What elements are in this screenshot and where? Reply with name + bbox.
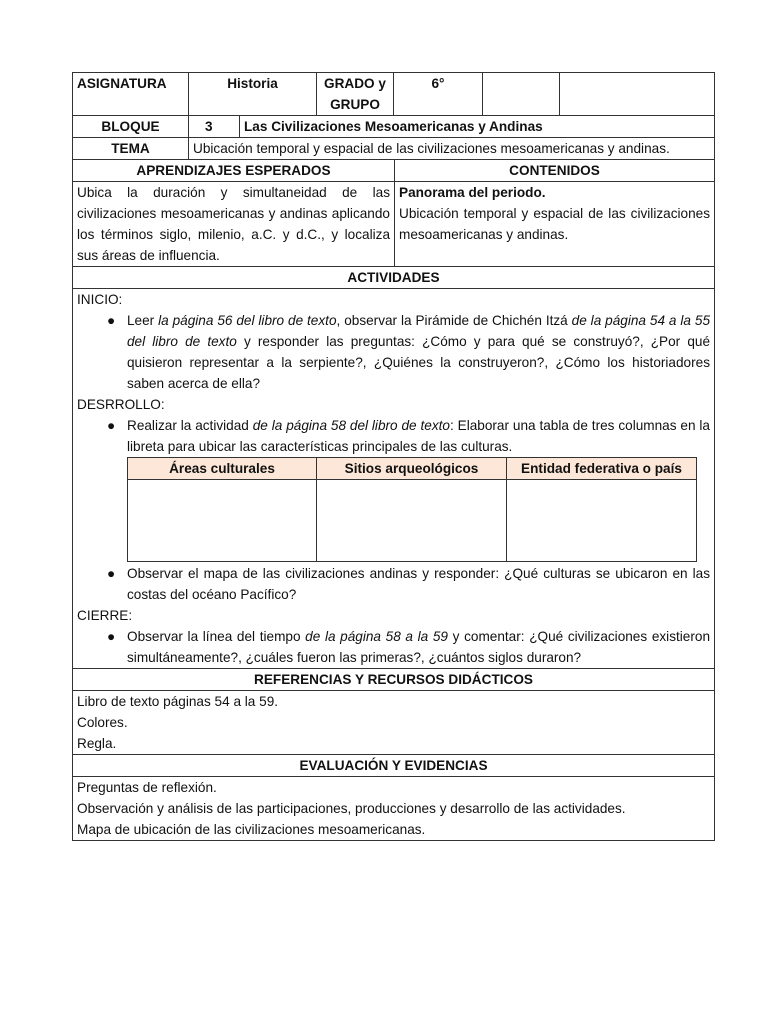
- referencias-line-1: Libro de texto páginas 54 a la 59.: [77, 694, 279, 709]
- bullet-icon: ●: [107, 629, 116, 644]
- tema-label: TEMA: [73, 138, 189, 160]
- inicio-label: INICIO:: [77, 292, 123, 307]
- actividades-body: [73, 289, 715, 669]
- desarrollo-label: DESRROLLO:: [77, 397, 165, 412]
- inicio-italic-1: la página 56 del libro de texto: [158, 313, 337, 328]
- cultures-cell-entidad: [507, 480, 697, 562]
- contenidos-cell: [395, 182, 715, 267]
- referencias-body: [73, 691, 715, 755]
- bullet-icon: ●: [107, 418, 116, 433]
- cultures-header-entidad: Entidad federativa o país: [507, 458, 697, 480]
- cultures-cell-areas: [128, 480, 317, 562]
- cierre-text-2: y comentar: ¿Qué civilizaciones existieron simultáneamente?, ¿cuáles fueron las primeras?, ¿cuántos siglos duraron?: [127, 629, 710, 665]
- contenidos-text: Ubicación temporal y espacial de las civilizaciones mesoamericanas y andinas.: [399, 206, 710, 242]
- bloque-label: BLOQUE: [73, 116, 189, 138]
- grado-empty-cell-2: [560, 73, 715, 116]
- evaluacion-line-1: Preguntas de reflexión.: [77, 780, 217, 795]
- bloque-title: Las Civilizaciones Mesoamericanas y Andinas: [240, 116, 715, 138]
- evaluacion-line-3: Mapa de ubicación de las civilizaciones mesoamericanas.: [77, 822, 426, 837]
- inicio-text-1: Leer: [127, 313, 159, 328]
- asignatura-label: ASIGNATURA: [73, 73, 189, 116]
- cierre-text-1: Observar la línea del tiempo: [127, 629, 306, 644]
- asignatura-value: Historia: [189, 73, 317, 116]
- inicio-item: [77, 310, 710, 394]
- cultures-table: [127, 457, 697, 562]
- referencias-line-2: Colores.: [77, 715, 128, 730]
- referencias-heading: REFERENCIAS Y RECURSOS DIDÁCTICOS: [73, 669, 715, 691]
- evaluacion-heading: EVALUACIÓN Y EVIDENCIAS: [73, 755, 715, 777]
- grado-value: 6°: [394, 73, 483, 116]
- aprendizajes-heading: APRENDIZAJES ESPERADOS: [73, 160, 395, 182]
- mapa-item: [77, 563, 710, 605]
- grado-empty-cell-1: [483, 73, 560, 116]
- header-table: [72, 72, 715, 160]
- grado-label: GRADO y GRUPO: [317, 73, 394, 116]
- cultures-header-sitios: Sitios arqueológicos: [317, 458, 507, 480]
- desarrollo-italic-1: de la página 58 del libro de texto: [252, 418, 450, 433]
- inicio-italic-2: de la página 54 a la 55 del libro de texto: [127, 313, 710, 349]
- referencias-line-3: Regla.: [77, 736, 117, 751]
- actividades-heading: ACTIVIDADES: [73, 267, 715, 289]
- cultures-cell-sitios: [317, 480, 507, 562]
- inicio-text-3: y responder las preguntas: ¿Cómo y para qué se construyó?, ¿Por qué quisieron representar a la serpiente?, ¿Quiénes la construyeron?, ¿Cómo los historiadores saben acerca de ella?: [127, 334, 710, 391]
- cierre-label: CIERRE:: [77, 608, 133, 623]
- cultures-header-areas: Áreas culturales: [128, 458, 317, 480]
- tema-value: Ubicación temporal y espacial de las civilizaciones mesoamericanas y andinas.: [189, 138, 715, 160]
- aprendizajes-text: Ubica la duración y simultaneidad de las civilizaciones mesoamericanas y andinas aplicando los términos siglo, milenio, a.C. y d.C., y localiza sus áreas de influencia.: [73, 182, 395, 267]
- cierre-item: [77, 626, 710, 668]
- contenidos-subtitle: Panorama del periodo.: [399, 185, 546, 200]
- actividades-table: [72, 266, 715, 841]
- inicio-text-2: , observar la Pirámide de Chichén Itzá: [336, 313, 572, 328]
- desarrollo-text-1: Realizar la actividad: [127, 418, 253, 433]
- bullet-icon: ●: [107, 566, 116, 581]
- bloque-value: 3: [189, 116, 240, 138]
- lesson-plan-sheet: [72, 72, 715, 841]
- contenidos-heading: CONTENIDOS: [395, 160, 715, 182]
- cierre-italic-1: de la página 58 a la 59: [305, 629, 448, 644]
- mapa-text: Observar el mapa de las civilizaciones andinas y responder: ¿Qué culturas se ubicaron en las costas del océano Pacífico?: [127, 566, 710, 602]
- bullet-icon: ●: [107, 313, 116, 328]
- desarrollo-text-2: : Elaborar una tabla de tres columnas en la libreta para ubicar las características principales de las culturas.: [127, 418, 710, 454]
- aprendizajes-contenidos-table: [72, 159, 715, 267]
- desarrollo-item: [77, 415, 710, 457]
- evaluacion-body: [73, 777, 715, 841]
- evaluacion-line-2: Observación y análisis de las participaciones, producciones y desarrollo de las actividades.: [77, 801, 626, 816]
